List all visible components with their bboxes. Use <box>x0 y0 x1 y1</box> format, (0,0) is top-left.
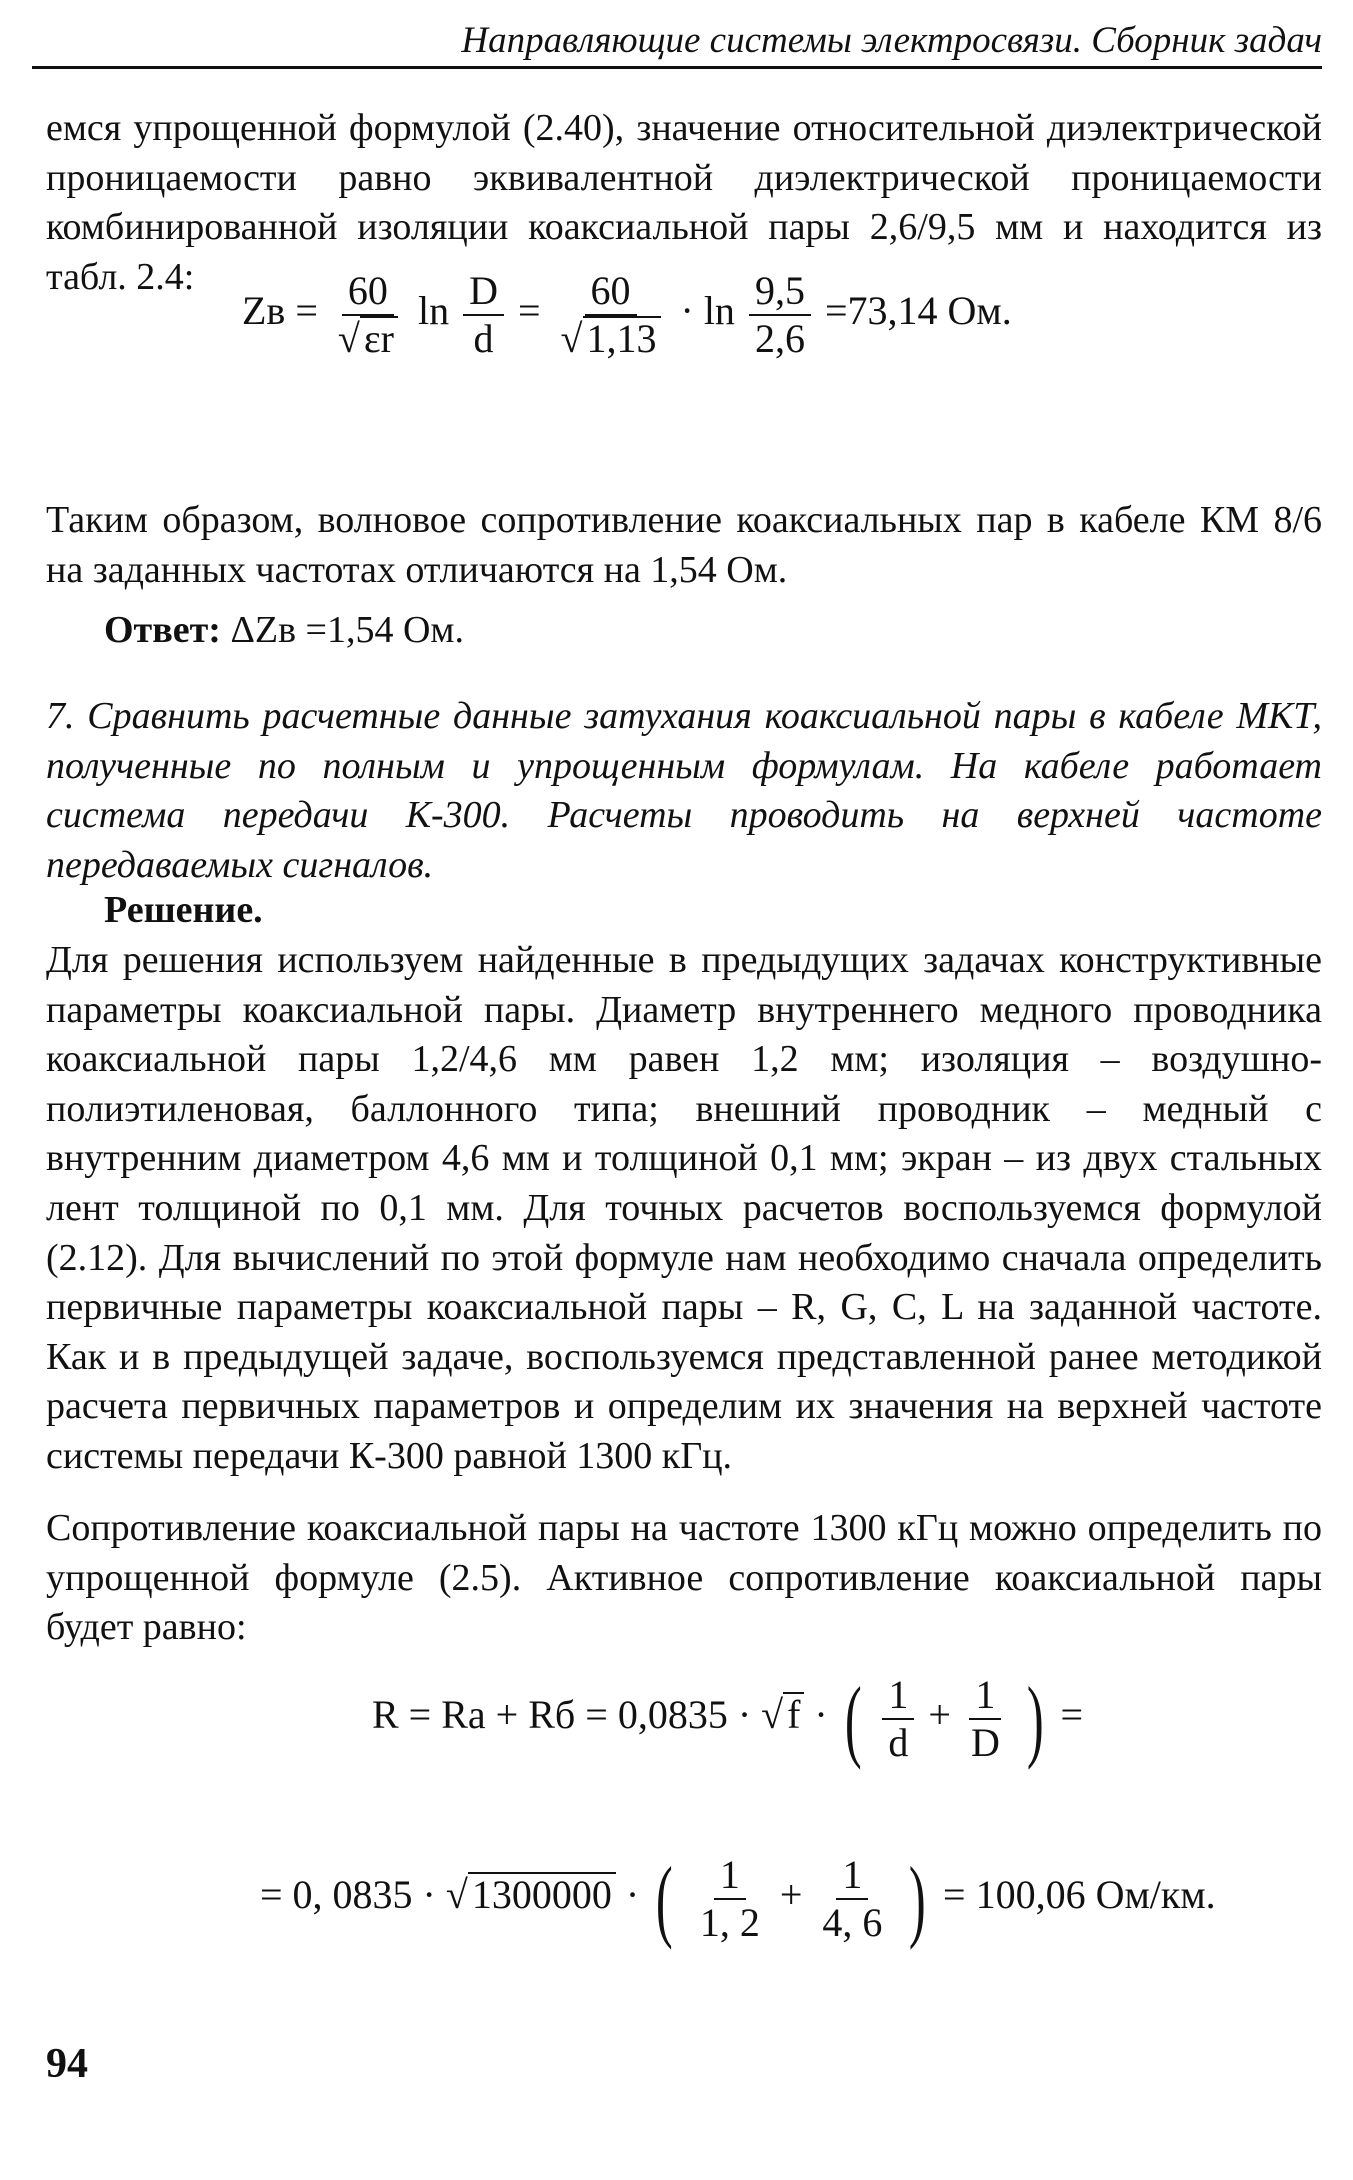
fraction-1-over-D: $\frac{1}{D}$ <box>970 1672 1000 1765</box>
fraction-D-over-d: $\frac{D}{d}$ <box>463 268 504 362</box>
paragraph-2: Таким образом, волновое сопротивление коаксиальных пар в кабеле КМ 8/6 на заданных частотах отличаются на 1,54 Ом. <box>46 499 1322 591</box>
answer-label: Ответ: <box>104 609 221 651</box>
fraction-60-over-sqrt-er: $\frac{60}{√ \varepsilon r}$ <box>332 268 404 362</box>
sqrt-f: f <box>783 1692 804 1736</box>
formula3-result: = 100,06 Ом/км. <box>943 1872 1216 1918</box>
running-header-title: Направляющие системы электросвязи. Сборник задач <box>461 20 1322 61</box>
paragraph-3: Для решения используем найденные в предыдущих задачах конструктивные параметры коаксиальной пары. Диаметр внутреннего медного проводника коаксиальной пары 1,2/4,6 мм равен 1,2 мм; изоляция – воздушно-полиэтиленовая, баллонного типа; внешний проводник – медный с внутренним диаметром 4,6 мм и толщиной 0,1 мм; экран – из двух стальных лент толщиной по 0,1 мм. Для точных расчетов воспользуемся формулой (2.12). Для вычислений по этой формуле нам необходимо сначала определить первичные параметры коаксиальной пары – R, G, C, L на заданной частоте. Как и в предыдущей задаче, воспользуемся представленной ранее методикой расчета первичных параметров и определим их значения на верхней частоте системы передачи К-300 равной 1300 кГц. <box>46 939 1322 1477</box>
paragraph-4: Сопротивление коаксиальной пары на частоте 1300 кГц можно определить по упрощенной формуле (2.5). Активное сопротивление коаксиальной пары будет равно: <box>46 1507 1322 1649</box>
formula-resistance-value: = 0, 0835 · √ 1300000 · ( $\frac{1}{1, 2}$ + $\frac{1}{4, 6}$ ) = 100,06 Ом/км. <box>260 1848 1216 1950</box>
fraction-1-over-46: $\frac{1}{4, 6}$ <box>822 1852 883 1945</box>
answer-value: ΔZв =1,54 Ом. <box>230 609 464 651</box>
fraction-60-over-sqrt-113: $\frac{60}{√ 1,13}$ <box>555 268 667 362</box>
page-number: 94 <box>46 2041 88 2087</box>
answer-line <box>104 606 1304 656</box>
equals-sign: = <box>517 288 541 334</box>
formula-resistance: R = Rа + Rб = 0,0835 · √ f · ( $\frac{1}{d}$ + $\frac{1}{D}$ ) = <box>372 1668 1084 1770</box>
paragraph-1: емся упрощенной формулой (2.40), значение относительной диэлектрической проницаемости равно эквивалентной диэлектрической проницаемости комбинированной изоляции коаксиальной пары 2,6/9,5 мм и находится из табл. 2.4: <box>46 107 1322 298</box>
fraction-95-over-26: $\frac{9,5}{2,6}$ <box>749 268 811 362</box>
formula-result: =73,14 Ом. <box>824 288 1012 334</box>
formula2-lhs: R = Rа + Rб = 0,0835 · <box>372 1692 752 1738</box>
formula-lhs: Zв = <box>242 288 318 334</box>
fraction-1-over-12: $\frac{1}{1, 2}$ <box>699 1852 760 1945</box>
ln-operator-2: · ln <box>680 288 735 334</box>
sqrt-1300000: 1300000 <box>468 1872 616 1916</box>
ln-operator: ln <box>417 288 450 334</box>
formula-wave-impedance <box>242 268 1012 362</box>
fraction-1-over-d: $\frac{1}{d}$ <box>882 1672 914 1766</box>
task-7: 7. Сравнить расчетные данные затухания коаксиальной пары в кабеле МКТ, полученные по полным и упрощенным формулам. На кабеле работает система передачи К-300. Расчеты проводить на верхней частоте передаваемых сигналов. <box>46 695 1322 886</box>
running-header <box>32 16 1322 69</box>
formula3-lhs: = 0, 0835 · <box>260 1872 436 1918</box>
solution-label: Решение. <box>104 889 263 931</box>
